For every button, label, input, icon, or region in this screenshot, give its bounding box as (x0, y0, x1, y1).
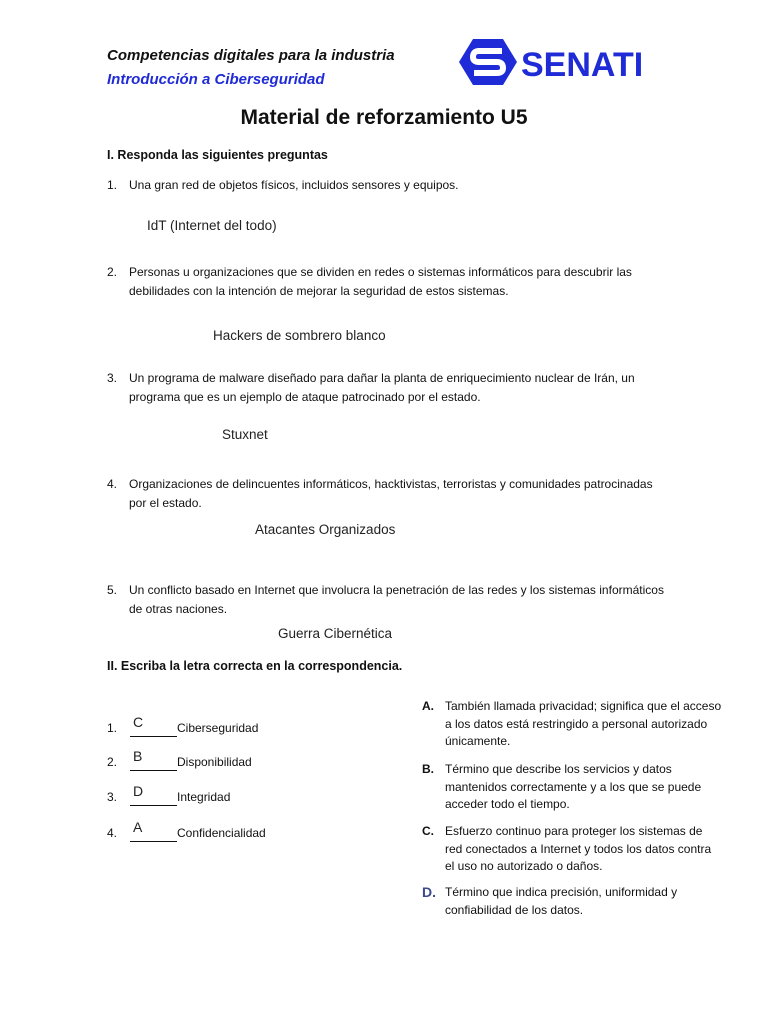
match-term: Integridad (177, 790, 231, 804)
question-5 (107, 581, 667, 619)
answer-letter: A (133, 819, 143, 835)
definition-letter: A. (422, 699, 434, 713)
definition-letter: D. (422, 884, 436, 900)
question-number: 1. (107, 178, 118, 192)
match-item-3 (107, 783, 307, 810)
match-number: 3. (107, 790, 118, 804)
question-3 (107, 369, 667, 407)
match-number: 2. (107, 755, 118, 769)
question-text: Organizaciones de delincuentes informáticos, hacktivistas, terroristas y comunidades patrocinadas por el estado. (129, 477, 653, 510)
definition-letter: B. (422, 762, 434, 776)
match-item-1 (107, 714, 307, 741)
definition-c (422, 823, 722, 876)
logo-text: SENATI (521, 46, 644, 84)
question-text: Un conflicto basado en Internet que involucra la penetración de las redes y los sistemas informáticos de otras naciones. (129, 583, 664, 616)
answer-letter: B (133, 748, 143, 764)
match-item-4 (107, 819, 307, 846)
question-4 (107, 475, 667, 513)
definition-d (422, 884, 722, 919)
match-term: Ciberseguridad (177, 721, 259, 735)
definition-text: Esfuerzo continuo para proteger los sistemas de red conectados a Internet y todos los datos contra el uso no autorizado o daños. (445, 824, 712, 873)
question-number: 3. (107, 371, 118, 385)
answer-1: IdT (Internet del todo) (147, 218, 277, 233)
definition-text: Término que describe los servicios y datos mantenidos correctamente y a los que se puede acceder todo el tiempo. (445, 762, 702, 811)
definition-letter: C. (422, 824, 434, 838)
answer-5: Guerra Cibernética (278, 626, 393, 641)
definition-b (422, 761, 722, 814)
match-term: Disponibilidad (177, 755, 252, 769)
question-number: 2. (107, 265, 118, 279)
match-term: Confidencialidad (177, 826, 266, 840)
module-title: Introducción a Ciberseguridad (107, 71, 325, 88)
answer-3: Stuxnet (222, 427, 268, 442)
match-number: 4. (107, 826, 118, 840)
definition-text: También llamada privacidad; significa que el acceso a los datos está restringido a personal autorizado únicamente. (445, 699, 722, 748)
match-number: 1. (107, 721, 118, 735)
match-item-2 (107, 748, 307, 775)
question-2 (107, 263, 667, 301)
definition-a (422, 698, 722, 751)
senati-logo (459, 37, 649, 87)
page-title: Material de reforzamiento U5 (240, 106, 528, 129)
answer-2: Hackers de sombrero blanco (213, 328, 386, 343)
answer-letter: C (133, 714, 144, 730)
question-text: Personas u organizaciones que se dividen en redes o sistemas informáticos para descubrir las debilidades con la intención de mejorar la seguridad de estos sistemas. (129, 265, 632, 298)
section-1-heading: I. Responda las siguientes preguntas (107, 148, 328, 162)
definition-text: Término que indica precisión, uniformidad y confiabilidad de los datos. (445, 885, 678, 917)
section-2-heading: II. Escriba la letra correcta en la correspondencia. (107, 659, 403, 673)
course-title: Competencias digitales para la industria (107, 47, 395, 64)
question-number: 4. (107, 477, 118, 491)
question-number: 5. (107, 583, 118, 597)
answer-letter: D (133, 783, 144, 799)
question-text: Un programa de malware diseñado para dañar la planta de enriquecimiento nuclear de Irán, un programa que es un ejemplo de ataque patrocinado por el estado. (129, 371, 635, 404)
question-1 (107, 176, 667, 195)
question-text: Una gran red de objetos físicos, incluidos sensores y equipos. (129, 178, 459, 192)
answer-4: Atacantes Organizados (255, 522, 396, 537)
